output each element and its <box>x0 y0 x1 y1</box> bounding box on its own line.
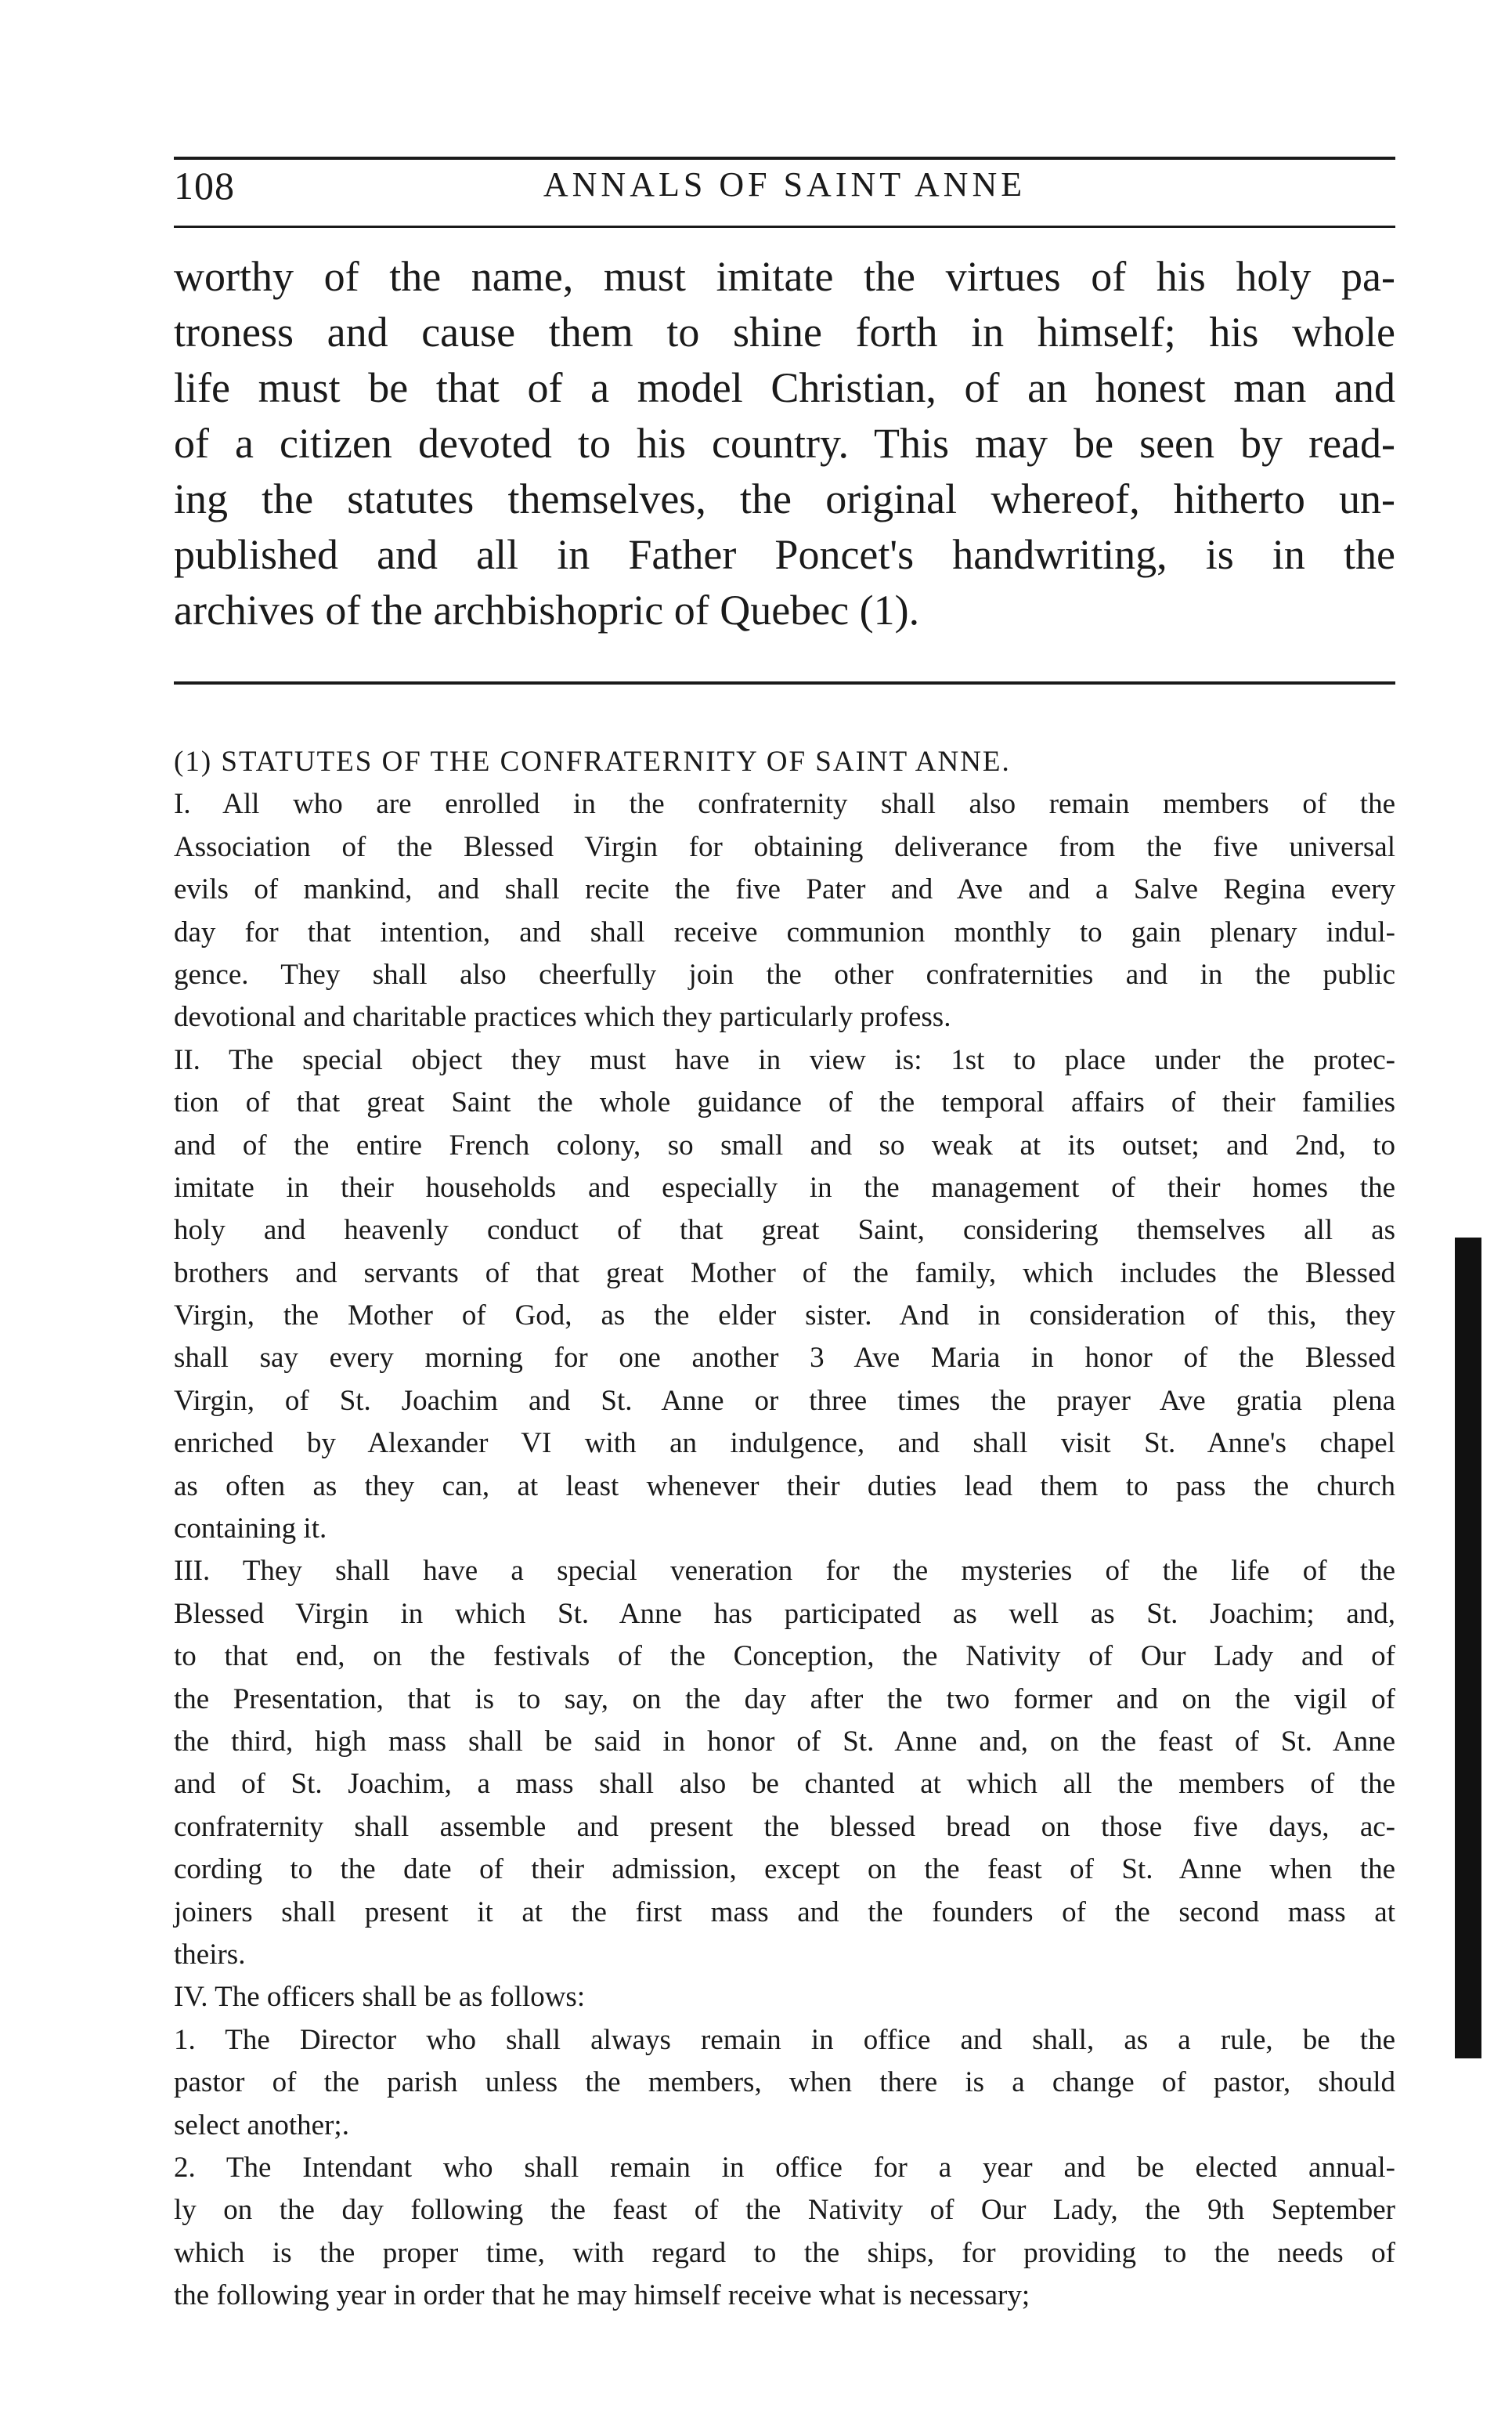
footnote-line: confraternity shall assemble and present the blessed bread on those five days, ac- <box>174 1810 1395 1843</box>
footnote-line: II. The special object they must have in view is: 1st to place under the protec- <box>174 1043 1395 1076</box>
footnote-line: which is the proper time, with regard to the ships, for providing to the needs of <box>174 2236 1395 2269</box>
footnote-line: holy and heavenly conduct of that great Saint, considering themselves all as <box>174 1214 1395 1247</box>
footnote-rule <box>174 681 1395 685</box>
text-line: troness and cause them to shine forth in himself; his whole <box>174 309 1395 356</box>
footnote-line: and of the entire French colony, so small and so weak at its outset; and 2nd, to <box>174 1129 1395 1162</box>
footnote-line: IV. The officers shall be as follows: <box>174 1981 586 2014</box>
footnote-line: imitate in their households and especially in the management of their homes the <box>174 1171 1395 1204</box>
footnote-line: day for that intention, and shall receive communion monthly to gain plenary indul- <box>174 916 1395 949</box>
text-line: life must be that of a model Christian, of an honest man and <box>174 364 1395 411</box>
footnote-line: Blessed Virgin in which St. Anne has participated as well as St. Joachim; and, <box>174 1597 1395 1630</box>
footnote-line: Virgin, the Mother of God, as the elder sister. And in consideration of this, they <box>174 1299 1395 1332</box>
text-line: published and all in Father Poncet's handwriting, is in the <box>174 531 1395 578</box>
footnote-line: enriched by Alexander VI with an indulgence, and shall visit St. Anne's chapel <box>174 1427 1395 1460</box>
footnote-line: Association of the Blessed Virgin for obtaining deliverance from the five universal <box>174 830 1395 863</box>
footnote-line: theirs. <box>174 1938 246 1971</box>
footnote-line: III. They shall have a special veneration for the mysteries of the life of the <box>174 1555 1395 1588</box>
footnote-line: evils of mankind, and shall recite the five Pater and Ave and a Salve Regina every <box>174 873 1395 906</box>
footnote-line: pastor of the parish unless the members, when there is a change of pastor, should <box>174 2066 1395 2099</box>
footnote-line: containing it. <box>174 1512 327 1545</box>
footnote-line: to that end, on the festivals of the Conception, the Nativity of Our Lady and of <box>174 1640 1395 1673</box>
footnote-line: ly on the day following the feast of the Nativity of Our Lady, the 9th September <box>174 2194 1395 2227</box>
footnote-heading: (1) STATUTES OF THE CONFRATERNITY OF SAINT ANNE. <box>174 746 1011 778</box>
footnote-line: shall say every morning for one another 3 Ave Maria in honor of the Blessed <box>174 1342 1395 1375</box>
running-header <box>174 163 1395 218</box>
text-line: archives of the archbishopric of Quebec (1). <box>174 587 920 634</box>
running-title: ANNALS OF SAINT ANNE <box>543 165 1027 204</box>
footnote-line: 1. The Director who shall always remain in office and shall, as a rule, be the <box>174 2023 1395 2056</box>
footnote-line: gence. They shall also cheerfully join the other confraternities and in the public <box>174 958 1395 991</box>
footnote-line: cording to the date of their admission, except on the feast of St. Anne when the <box>174 1853 1395 1886</box>
footnote-line: the third, high mass shall be said in honor of St. Anne and, on the feast of St. Anne <box>174 1725 1395 1758</box>
page-number: 108 <box>174 164 235 208</box>
footnote-line: as often as they can, at least whenever their duties lead them to pass the church <box>174 1469 1395 1502</box>
footnote-line: and of St. Joachim, a mass shall also be chanted at which all the members of the <box>174 1768 1395 1801</box>
footnote-line: 2. The Intendant who shall remain in office for a year and be elected annual- <box>174 2151 1395 2184</box>
header-rule <box>174 226 1395 228</box>
footnote-line: devotional and charitable practices which they particularly profess. <box>174 1001 951 1034</box>
footnote-line: Virgin, of St. Joachim and St. Anne or three times the prayer Ave gratia plena <box>174 1384 1395 1417</box>
footnote-line: tion of that great Saint the whole guidance of the temporal affairs of their families <box>174 1086 1395 1119</box>
text-line: worthy of the name, must imitate the virtues of his holy pa- <box>174 253 1395 300</box>
text-line: ing the statutes themselves, the original whereof, hitherto un- <box>174 475 1395 522</box>
footnote-line: joiners shall present it at the first mass and the founders of the second mass at <box>174 1895 1395 1928</box>
footnote-line: select another;. <box>174 2109 349 2141</box>
top-rule <box>174 157 1395 160</box>
footnote-line: I. All who are enrolled in the confraternity shall also remain members of the <box>174 788 1395 821</box>
footnote-line: brothers and servants of that great Mother of the family, which includes the Blessed <box>174 1256 1395 1289</box>
footnote-block <box>174 741 1395 2317</box>
text-line: of a citizen devoted to his country. This may be seen by read- <box>174 420 1395 467</box>
scan-edge-bar <box>1455 1238 1481 2058</box>
main-text <box>174 249 1395 638</box>
footnote-line: the following year in order that he may himself receive what is necessary; <box>174 2279 1030 2312</box>
footnote-line: the Presentation, that is to say, on the day after the two former and on the vigil of <box>174 1682 1395 1715</box>
